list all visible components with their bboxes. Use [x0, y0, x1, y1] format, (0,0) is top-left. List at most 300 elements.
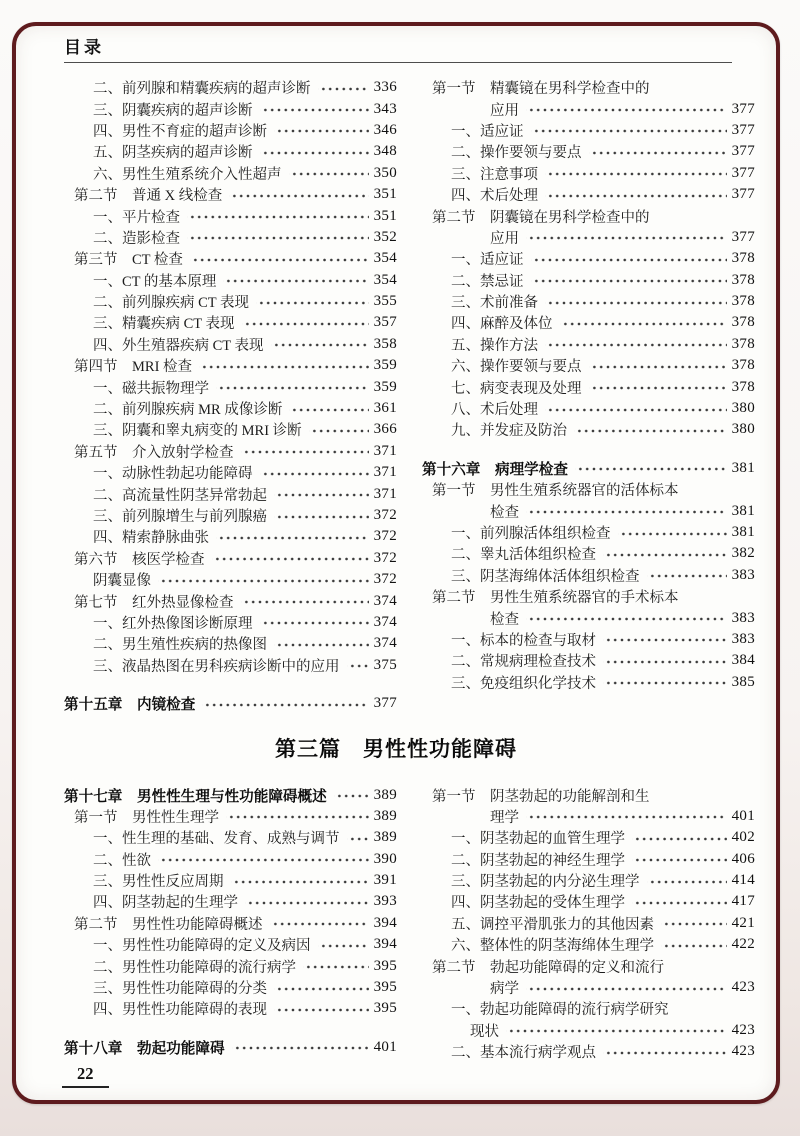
toc-row: [422, 913, 756, 934]
toc-entry-label: 应用: [490, 102, 519, 119]
toc-entry-label: 五、阴茎疾病的超声诊断: [93, 145, 253, 162]
toc-row: [64, 913, 398, 934]
toc-page-number: 377: [731, 228, 755, 245]
toc-entry-label: 一、性生理的基础、发育、成熟与调节: [93, 831, 340, 848]
toc-page-number: 357: [373, 314, 397, 331]
toc-entry-label: 理学: [490, 809, 519, 826]
toc-row: [422, 163, 756, 184]
toc-entry-label: 二、造影检查: [93, 230, 180, 247]
toc-row: [422, 672, 756, 693]
toc-page-number: 383: [731, 630, 755, 647]
dot-leader: [223, 278, 368, 285]
toc-page-number: 423: [731, 1021, 755, 1038]
toc-entry-label: 第一节 阴茎勃起的功能解剖和生: [432, 788, 650, 805]
toc-page-number: 378: [731, 378, 755, 395]
toc-entry-label: 第七节 红外热显像检查: [74, 594, 234, 611]
toc-row: [422, 934, 756, 955]
dot-leader: [216, 385, 369, 392]
dot-leader: [226, 814, 369, 821]
toc-page-number: 381: [731, 502, 755, 519]
toc-entry-label: 二、前列腺和精囊疾病的超声诊断: [93, 81, 311, 98]
toc-column-bottom-left: [64, 784, 398, 1062]
toc-entry-label: 检查: [490, 611, 519, 628]
dot-leader: [526, 509, 727, 516]
toc-entry-label: 六、操作要领与要点: [451, 359, 582, 376]
toc-row: [64, 398, 398, 419]
dot-leader: [232, 1045, 369, 1052]
toc-row: [64, 227, 398, 248]
toc-page-number: 422: [731, 936, 755, 953]
toc-page-number: 361: [373, 400, 397, 417]
toc-row: [422, 398, 756, 419]
toc-page-number: 423: [731, 1043, 755, 1060]
dot-leader: [274, 492, 369, 499]
toc-row: [422, 998, 756, 1019]
page-title: 目录: [64, 38, 104, 57]
toc-row: [64, 419, 398, 440]
toc-entry-label: 第二节 勃起功能障碍的定义和流行: [432, 959, 664, 976]
dot-leader: [589, 385, 727, 392]
dot-leader: [274, 513, 369, 520]
dot-leader: [274, 641, 369, 648]
toc-row: [64, 548, 398, 569]
toc-page-number: 389: [373, 786, 397, 803]
toc-page-number: 394: [373, 914, 397, 931]
dot-leader: [526, 616, 727, 623]
toc-gap: [64, 1020, 398, 1037]
toc-row: [64, 1037, 398, 1058]
dot-leader: [241, 449, 369, 456]
toc-row: [422, 1041, 756, 1062]
toc-entry-label: 第十七章 男性性生理与性功能障碍概述: [64, 788, 327, 805]
toc-entry-label: 阴囊显像: [93, 573, 151, 590]
toc-row: [64, 806, 398, 827]
dot-leader: [603, 637, 727, 644]
toc-page-number: 372: [373, 507, 397, 523]
toc-entry-label: 三、注意事项: [451, 166, 538, 183]
toc-page-number: 374: [373, 613, 397, 630]
toc-row: [64, 870, 398, 891]
dot-leader: [545, 171, 727, 178]
toc-entry-label: 二、睾丸活体组织检查: [451, 547, 596, 564]
toc-entry-label: 二、基本流行病学观点: [451, 1045, 596, 1062]
part-heading-label: 第三篇: [275, 738, 341, 762]
toc-entry-label: 三、阴囊疾病的超声诊断: [93, 102, 253, 119]
toc-entry-label: 第十八章 勃起功能障碍: [64, 1040, 225, 1057]
toc-row: [64, 784, 398, 805]
toc-entry-label: 三、阴茎海绵体活体组织检查: [451, 568, 640, 585]
toc-row: [64, 891, 398, 912]
toc-entry-label: 五、调控平滑肌张力的其他因素: [451, 916, 654, 933]
toc-page-number: 378: [731, 357, 755, 374]
toc-page-number: 377: [731, 143, 755, 160]
toc-page-number: 390: [373, 850, 397, 867]
toc-page-number: 378: [731, 250, 755, 267]
toc-page-number: 354: [373, 271, 397, 288]
toc-entry-label: 第一节 精囊镜在男科学检查中的: [432, 81, 650, 98]
toc-entry-label: 一、勃起功能障碍的流行病学研究: [451, 1002, 669, 1019]
toc-page-number: 359: [373, 378, 397, 395]
toc-entry-label: 一、阴茎勃起的血管生理学: [451, 831, 625, 848]
toc-entry-label: 六、男性生殖系统介入性超声: [93, 166, 282, 183]
toc-page-number: 402: [731, 829, 755, 846]
toc-row: [422, 291, 756, 312]
toc-page-number: 421: [731, 914, 755, 931]
toc-page-number: 406: [731, 850, 755, 867]
toc-row: [422, 355, 756, 376]
toc-entry-label: 六、整体性的阴茎海绵体生理学: [451, 938, 654, 955]
toc-entry-label: 二、高流量性阴茎异常勃起: [93, 487, 267, 504]
dot-leader: [334, 793, 369, 800]
toc-entry-label: 第二节 男性生殖系统器官的手术标本: [432, 590, 679, 607]
toc-row: [422, 891, 756, 912]
toc-row: [64, 141, 398, 162]
toc-page-number: 382: [731, 545, 755, 562]
dot-leader: [271, 342, 369, 349]
dot-leader: [260, 149, 369, 156]
toc-page-number: 385: [731, 673, 755, 690]
toc-page-number: 372: [373, 549, 397, 566]
toc-page-number: 389: [373, 807, 397, 824]
toc-row: [422, 522, 756, 543]
dot-leader: [661, 942, 727, 949]
toc-row: [422, 607, 756, 628]
toc-entry-label: 第十五章 内镜检查: [64, 697, 196, 714]
toc-row: [422, 77, 756, 98]
toc-column-top-left: [64, 77, 398, 714]
dot-leader: [158, 857, 369, 864]
toc-row: [422, 849, 756, 870]
dot-leader: [560, 320, 727, 327]
dot-leader: [632, 835, 727, 842]
toc-entry-label: 二、男性性功能障碍的流行病学: [93, 959, 296, 976]
dot-leader: [274, 128, 369, 135]
toc-row: [422, 419, 756, 440]
dot-leader: [260, 470, 369, 477]
dot-leader: [241, 599, 369, 606]
toc-entry-label: 第六节 核医学检查: [74, 551, 205, 568]
toc-row: [64, 526, 398, 547]
dot-leader: [647, 573, 727, 580]
dot-leader: [303, 964, 369, 971]
toc-entry-label: 四、麻醉及体位: [451, 316, 553, 333]
toc-page-number: 377: [373, 695, 397, 712]
toc-row: [64, 291, 398, 312]
toc-row: [64, 334, 398, 355]
dot-leader: [506, 1028, 727, 1035]
toc-entry-label: 病学: [490, 981, 519, 998]
toc-entry-label: 二、前列腺疾病 MR 成像诊断: [93, 402, 283, 419]
dot-leader: [661, 921, 727, 928]
toc-row: [422, 586, 756, 607]
toc-entry-label: 一、平片检查: [93, 209, 180, 226]
toc-row: [422, 479, 756, 500]
toc-row: [64, 590, 398, 611]
toc-row: [422, 650, 756, 671]
dot-leader: [347, 663, 369, 670]
toc-row: [64, 376, 398, 397]
toc-row: [64, 693, 398, 714]
toc-entry-label: 一、前列腺活体组织检查: [451, 526, 611, 542]
dot-leader: [270, 921, 369, 928]
toc-page-number: 375: [373, 656, 397, 673]
toc-entry-label: 一、红外热像图诊断原理: [93, 615, 253, 632]
toc-page-number: 336: [373, 79, 397, 96]
dot-leader: [531, 256, 727, 263]
dot-leader: [231, 878, 369, 885]
toc-entry-label: 四、阴茎勃起的受体生理学: [451, 895, 625, 912]
toc-page-number: 346: [373, 121, 397, 138]
toc-page-number: 377: [731, 164, 755, 181]
dot-leader: [199, 363, 369, 370]
toc-row: [64, 163, 398, 184]
toc-entry-label: 四、外生殖器疾病 CT 表现: [93, 337, 264, 354]
dot-leader: [256, 299, 369, 306]
toc-row: [422, 98, 756, 119]
toc-entry-label: 现状: [470, 1023, 499, 1040]
toc-row: [422, 977, 756, 998]
toc-page-number: 374: [373, 635, 397, 652]
dot-leader: [158, 577, 369, 584]
toc-entry-label: 三、前列腺增生与前列腺癌: [93, 509, 267, 525]
dot-leader: [190, 256, 369, 263]
dot-leader: [526, 814, 727, 821]
toc-page-number: 354: [373, 250, 397, 267]
toc-entry-label: 三、精囊疾病 CT 表现: [93, 316, 235, 333]
toc-row: [64, 205, 398, 226]
toc-page-number: 395: [373, 1000, 397, 1017]
toc-entry-label: 七、病变表现及处理: [451, 380, 582, 397]
toc-entry-label: 第五节 介入放射学检查: [74, 444, 234, 461]
toc-row: [422, 270, 756, 291]
toc-entry-label: 二、阴茎勃起的神经生理学: [451, 852, 625, 869]
dot-leader: [212, 556, 369, 563]
dot-leader: [545, 406, 727, 413]
toc-entry-label: 一、标本的检查与取材: [451, 632, 596, 649]
toc-page-number: 401: [731, 807, 755, 824]
toc-column-bottom-right: [422, 784, 756, 1062]
toc-page-number: 348: [373, 143, 397, 160]
dot-leader: [531, 278, 727, 285]
toc-entry-label: 一、CT 的基本原理: [93, 273, 217, 290]
book-page: [12, 22, 780, 1104]
toc-page-number: 377: [731, 186, 755, 203]
dot-leader: [603, 551, 727, 558]
toc-page-number: 380: [731, 421, 755, 438]
toc-page-number: 378: [731, 335, 755, 352]
part-heading-title: 男性性功能障碍: [363, 738, 517, 762]
toc-entry-label: 二、常规病理检查技术: [451, 654, 596, 671]
dot-leader: [318, 942, 369, 949]
dot-leader: [347, 835, 369, 842]
dot-leader: [632, 899, 727, 906]
toc-row: [422, 312, 756, 333]
toc-page-number: 352: [373, 228, 397, 245]
dot-leader: [229, 192, 368, 199]
toc-column-top-right: [422, 77, 756, 714]
toc-entry-label: 三、术前准备: [451, 295, 538, 312]
toc-page-number: 423: [731, 979, 755, 996]
toc-entry-label: 第二节 阴囊镜在男科学检查中的: [432, 209, 650, 226]
dot-leader: [589, 149, 727, 156]
toc-page-number: 372: [373, 571, 397, 588]
toc-row: [64, 441, 398, 462]
toc-entry-label: 三、阴囊和睾丸病变的 MRI 诊断: [93, 423, 302, 440]
toc-row: [64, 98, 398, 119]
toc-entry-label: 二、前列腺疾病 CT 表现: [93, 295, 250, 312]
dot-leader: [202, 701, 368, 708]
toc-gap: [64, 676, 398, 693]
toc-entry-label: 二、男生殖性疾病的热像图: [93, 637, 267, 654]
toc-entry-label: 三、男性性功能障碍的分类: [93, 981, 267, 998]
toc-entry-label: 一、磁共振物理学: [93, 380, 209, 397]
toc-entry-label: 一、适应证: [451, 123, 524, 140]
dot-leader: [274, 1006, 369, 1013]
dot-leader: [603, 1049, 727, 1056]
toc-bottom-columns: [64, 784, 756, 1062]
page-header: [64, 36, 732, 63]
dot-leader: [574, 427, 727, 434]
dot-leader: [260, 620, 369, 627]
toc-page-number: 381: [731, 459, 755, 476]
toc-gap: [422, 441, 756, 458]
toc-page-number: 371: [373, 442, 397, 459]
dot-leader: [545, 192, 727, 199]
toc-row: [422, 500, 756, 521]
toc-row: [64, 612, 398, 633]
toc-row: [64, 977, 398, 998]
toc-row: [64, 955, 398, 976]
dot-leader: [603, 658, 727, 665]
toc-entry-label: 四、精索静脉曲张: [93, 530, 209, 547]
dot-leader: [187, 235, 369, 242]
dot-leader: [242, 320, 369, 327]
toc-row: [64, 505, 398, 526]
toc-entry-label: 五、操作方法: [451, 337, 538, 354]
toc-entry-label: 九、并发症及防治: [451, 423, 567, 440]
toc-page-number: 383: [731, 609, 755, 626]
dot-leader: [289, 406, 368, 413]
toc-row: [422, 784, 756, 805]
toc-entry-label: 第三节 CT 检查: [74, 252, 183, 269]
toc-entry-label: 二、禁忌证: [451, 273, 524, 290]
toc-page-number: 366: [373, 421, 397, 438]
dot-leader: [526, 985, 727, 992]
toc-row: [64, 270, 398, 291]
toc-page-number: 377: [731, 100, 755, 117]
toc-entry-label: 第四节 MRI 检查: [74, 359, 193, 376]
toc-page-number: 343: [373, 100, 397, 117]
toc-row: [64, 655, 398, 676]
dot-leader: [187, 214, 369, 221]
toc-page-number: 378: [731, 271, 755, 288]
toc-entry-label: 三、阴茎勃起的内分泌生理学: [451, 874, 640, 891]
dot-leader: [309, 427, 369, 434]
toc-page-number: 417: [731, 893, 755, 910]
toc-entry-label: 第十六章 病理学检查: [422, 461, 568, 478]
dot-leader: [245, 899, 369, 906]
toc-row: [64, 77, 398, 98]
dot-leader: [575, 466, 727, 473]
toc-entry-label: 一、适应证: [451, 252, 524, 269]
toc-entry-label: 第二节 男性性功能障碍概述: [74, 916, 263, 933]
toc-top-columns: [64, 77, 756, 714]
toc-row: [422, 806, 756, 827]
toc-row: [422, 565, 756, 586]
dot-leader: [526, 107, 727, 114]
toc-entry-label: 四、术后处理: [451, 188, 538, 205]
toc-entry-label: 一、动脉性勃起功能障碍: [93, 466, 253, 483]
toc-page-number: 359: [373, 357, 397, 374]
toc-row: [64, 633, 398, 654]
dot-leader: [647, 878, 727, 885]
toc-page-number: 395: [373, 979, 397, 996]
dot-leader: [260, 107, 369, 114]
toc-entry-label: 八、术后处理: [451, 402, 538, 419]
toc-entry-label: 应用: [490, 230, 519, 247]
toc-page-number: 383: [731, 566, 755, 583]
toc-page-number: 350: [373, 164, 397, 181]
toc-entry-label: 第一节 男性性生理学: [74, 809, 219, 826]
dot-leader: [618, 530, 727, 537]
toc-entry-label: 一、男性性功能障碍的定义及病因: [93, 938, 311, 955]
toc-row: [422, 870, 756, 891]
toc-row: [64, 934, 398, 955]
toc-page-number: 381: [731, 524, 755, 540]
toc-row: [64, 849, 398, 870]
dot-leader: [545, 299, 727, 306]
dot-leader: [603, 680, 727, 687]
toc-row: [422, 955, 756, 976]
toc-row: [64, 248, 398, 269]
toc-page-number: 358: [373, 335, 397, 352]
toc-entry-label: 第一节 男性生殖系统器官的活体标本: [432, 483, 679, 500]
toc-page-number: 380: [731, 400, 755, 417]
toc-row: [422, 184, 756, 205]
toc-page-number: 394: [373, 936, 397, 953]
toc-entry-label: 三、免疫组织化学技术: [451, 675, 596, 692]
toc-row: [64, 120, 398, 141]
toc-page-number: 384: [731, 652, 755, 669]
toc-row: [422, 120, 756, 141]
toc-page-number: 414: [731, 872, 755, 889]
toc-row: [64, 483, 398, 504]
toc-entry-label: 四、男性性功能障碍的表现: [93, 1002, 267, 1019]
dot-leader: [274, 985, 369, 992]
toc-row: [422, 141, 756, 162]
dot-leader: [216, 534, 369, 541]
toc-page-number: 372: [373, 528, 397, 545]
toc-row: [422, 458, 756, 479]
toc-entry-label: 二、操作要领与要点: [451, 145, 582, 162]
toc-entry-label: 二、性欲: [93, 852, 151, 869]
toc-page-number: 378: [731, 293, 755, 310]
dot-leader: [589, 363, 727, 370]
dot-leader: [318, 85, 369, 92]
toc-row: [64, 184, 398, 205]
toc-entry-label: 三、液晶热图在男科疾病诊断中的应用: [93, 658, 340, 675]
toc-entry-label: 检查: [490, 504, 519, 521]
toc-row: [64, 827, 398, 848]
toc-page-number: 371: [373, 464, 397, 481]
toc-row: [64, 462, 398, 483]
toc-row: [64, 569, 398, 590]
toc-row: [422, 248, 756, 269]
toc-page-number: 371: [373, 485, 397, 502]
toc-page-number: 351: [373, 207, 397, 224]
toc-page-number: 395: [373, 957, 397, 974]
toc-entry-label: 四、阴茎勃起的生理学: [93, 895, 238, 912]
